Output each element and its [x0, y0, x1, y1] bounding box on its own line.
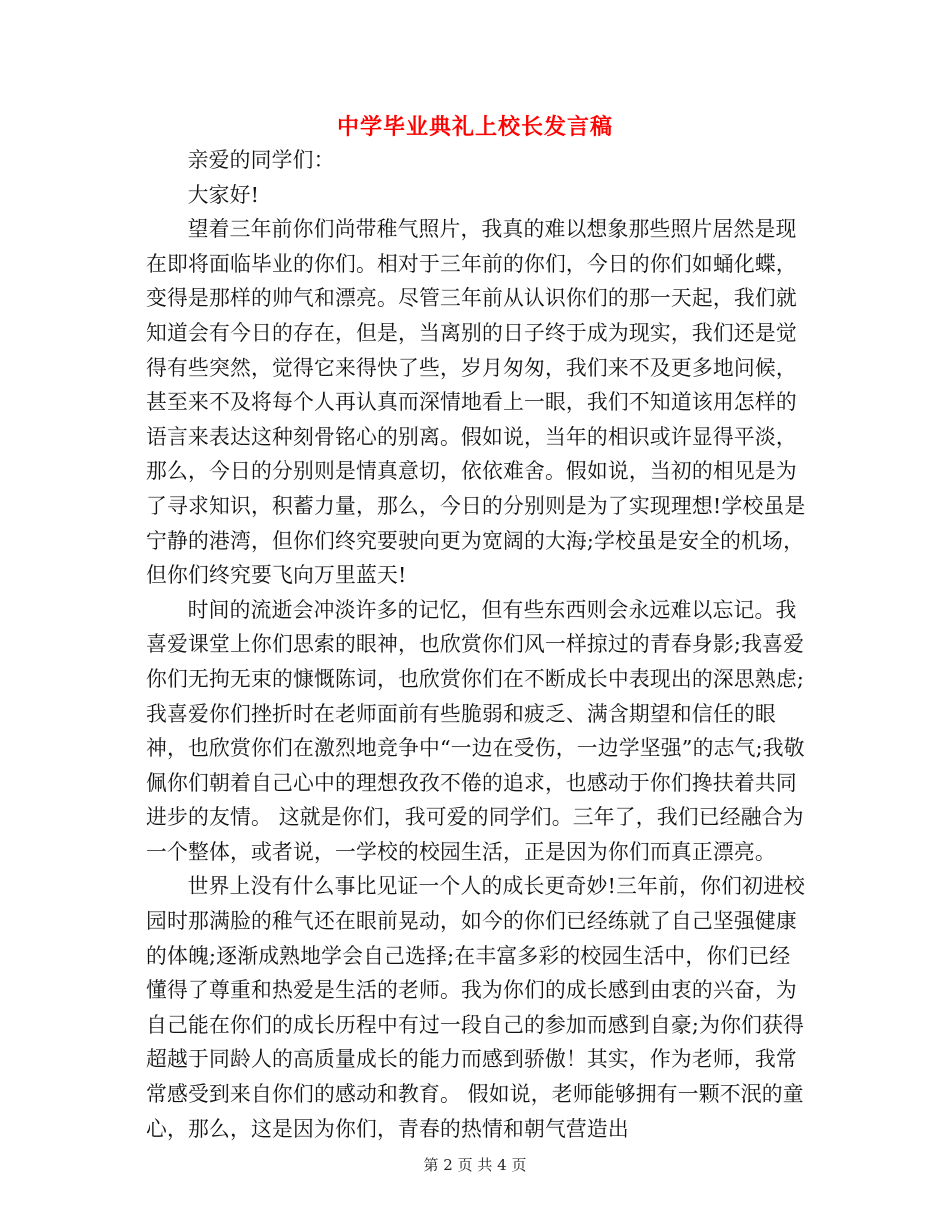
- document-title: 中学毕业典礼上校长发言稿: [336, 114, 613, 140]
- document-body: [146, 143, 806, 1146]
- body-paragraph: 时间的流逝会冲淡许多的记忆，但有些东西则会永远难以忘记。我喜爱课堂上你们思索的眼神，也欣赏你们风一样掠过的青春身影;我喜爱你们无拘无束的慷慨陈词，也欣赏你们在不断成长中表现出的深思熟虑;我喜爱你们挫折时在老师面前有些脆弱和疲乏、满含期望和信任的眼神，也欣赏你们在激烈地竞争中“一边在受伤，一边学坚强”的志气;我敬佩你们朝着自己心中的理想孜孜不倦的追求，也感动于你们搀扶着共同进步的友情。 这就是你们，我可爱的同学们。三年了，我们已经融合为一个整体，或者说，一学校的校园生活，正是因为你们而真正漂亮。: [146, 597, 805, 864]
- salutation: 亲爱的同学们：: [187, 148, 335, 172]
- body-paragraph: 望着三年前你们尚带稚气照片，我真的难以想象那些照片居然是现在即将面临毕业的你们。相对于三年前的你们，今日的你们如蛹化蝶，变得是那样的帅气和漂亮。尽管三年前从认识你们的那一天起，我们就知道会有今日的存在，但是，当离别的日子终于成为现实，我们还是觉得有些突然，觉得它来得快了些，岁月匆匆，我们来不及更多地问候，甚至来不及将每个人再认真而深情地看上一眼，我们不知道该用怎样的语言来表达这种刻骨铭心的别离。假如说，当年的相识或许显得平淡，那么，今日的分别则是情真意切，依依难舍。假如说，当初的相见是为了寻求知识，积蓄力量，那么，今日的分别则是为了实现理想!学校虽是宁静的港湾，但你们终究要驶向更为宽阔的大海;学校虽是安全的机场，但你们终究要飞向万里蓝天!: [146, 217, 806, 588]
- page-number-footer: 第 2 页 共 4 页: [423, 1156, 527, 1174]
- greeting: 大家好!: [187, 182, 260, 207]
- body-paragraph: 世界上没有什么事比见证一个人的成长更奇妙!三年前，你们初进校园时那满脸的稚气还在眼前晃动，如今的你们已经练就了自己坚强健康的体魄;逐渐成熟地学会自己选择;在丰富多彩的校园生活中，你们已经懂得了尊重和热爱是生活的老师。我为你们的成长感到由衷的兴奋，为自己能在你们的成长历程中有过一段自己的参加而感到自豪;为你们获得超越于同龄人的高质量成长的能力而感到骄傲！其实，作为老师，我常常感受到来自你们的感动和教育。 假如说，老师能够拥有一颗不泯的童心，那么，这是因为你们，青春的热情和朝气营造出: [146, 874, 806, 1141]
